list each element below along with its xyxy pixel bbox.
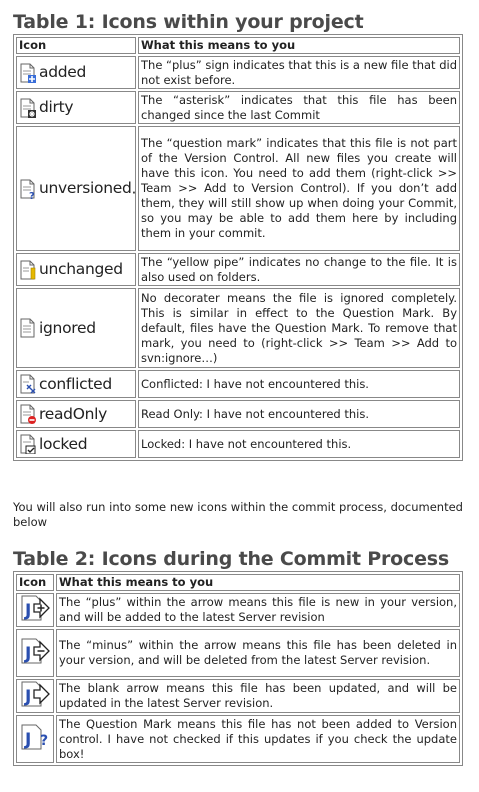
icon-cell: [16, 370, 136, 398]
file-state-label: readOnly: [39, 404, 108, 423]
file-state-label: locked: [39, 434, 88, 453]
file-state-label: added: [39, 63, 87, 81]
svg-text:?: ?: [29, 190, 35, 199]
svg-text:J: J: [25, 687, 32, 707]
icon-cell: [16, 56, 136, 89]
row-description: The “plus” within the arrow means this file is new in your version, and will be added to the latest Server revision: [56, 593, 460, 627]
file-dirty-icon: [19, 98, 37, 118]
table-row: [16, 715, 460, 763]
table-row: [16, 593, 460, 627]
file-ignored-icon: [19, 318, 37, 338]
row-description: Conflicted: I have not encountered this.: [138, 370, 460, 398]
file-state-label: unversioned: [39, 179, 132, 197]
table1: [13, 34, 463, 461]
icon-cell: [16, 679, 54, 713]
table1-header-row: [16, 37, 460, 54]
table-row: [16, 126, 460, 251]
row-description: No decorater means the file is ignored completely. This is similar in effect to the Question Mark. By default, files have the Question Mark. To remove that mark, you need to (right-click >> Team >> Add to svn:ignore…): [138, 288, 460, 368]
row-description: Read Only: I have not encountered this.: [138, 400, 460, 428]
icon-cell: [16, 288, 136, 368]
icon-cell: [16, 593, 54, 627]
table-row: [16, 288, 460, 368]
icon-cell: [16, 400, 136, 428]
intro-note: You will also run into some new icons within the commit process, documented below: [13, 500, 463, 529]
commit-blank-icon: [19, 680, 51, 708]
svg-text:J: J: [25, 601, 32, 621]
table-row: [16, 253, 460, 286]
file-locked-icon: [19, 434, 37, 454]
table-row: [16, 370, 460, 398]
table1-title: Table 1: Icons within your project: [13, 11, 364, 33]
svg-text:J: J: [25, 644, 32, 664]
table-row: [16, 629, 460, 677]
table2-title: Table 2: Icons during the Commit Process: [13, 548, 449, 570]
table1-header-meaning: What this means to you: [138, 37, 460, 54]
file-state-label: unchanged: [39, 260, 123, 278]
table-row: [16, 679, 460, 713]
table-row: [16, 400, 460, 428]
file-state-label: dirty: [39, 98, 74, 116]
file-unchanged-icon: [19, 260, 37, 280]
row-description: The Question Mark means this file has not been added to Version control. I have not checked if this updates if you check the update box!: [56, 715, 460, 763]
table1-header-icon: Icon: [16, 37, 136, 54]
row-description: The “minus” within the arrow means this file has been deleted in your version, and will be deleted from the latest Server revision.: [56, 629, 460, 677]
file-unversioned-icon: [19, 179, 37, 199]
commit-plus-icon: [19, 594, 51, 622]
table-row: [16, 56, 460, 89]
file-state-label: conflicted: [39, 374, 112, 393]
table-row: [16, 430, 460, 458]
icon-cell: [16, 253, 136, 286]
row-description: Locked: I have not encountered this.: [138, 430, 460, 458]
icon-cell: [16, 715, 54, 763]
file-conflicted-icon: [19, 374, 37, 394]
table2-header-row: [16, 574, 460, 591]
table-row: [16, 91, 460, 124]
file-readonly-icon: [19, 404, 37, 424]
table2-header-icon: Icon: [16, 574, 54, 591]
svg-text:J: J: [25, 730, 32, 750]
table2: [13, 571, 463, 766]
file-added-icon: [19, 63, 37, 83]
commit-minus-icon: [19, 637, 51, 665]
icon-cell: [16, 629, 54, 677]
row-description: The “asterisk” indicates that this file has been changed since the last Commit: [138, 91, 460, 124]
row-description: The blank arrow means this file has been updated, and will be updated in the latest Server revision.: [56, 679, 460, 713]
row-description: The “plus” sign indicates that this is a new file that did not exist before.: [138, 56, 460, 89]
table2-header-meaning: What this means to you: [56, 574, 460, 591]
row-description: The “question mark” indicates that this file is not part of the Version Control. All new files you create will have this icon. You need to add them (right-click >> Team >> Add to Version Control). If you don’t add them, they will still show up when doing your Commit, so you may be able to add them here by including them in your commit.: [138, 126, 460, 251]
svg-text:?: ?: [40, 733, 49, 749]
row-description: The “yellow pipe” indicates no change to the file. It is also used on folders.: [138, 253, 460, 286]
icon-cell: [16, 430, 136, 458]
commit-question-icon: [19, 723, 51, 751]
icon-cell: ? unversioned.: [16, 126, 136, 251]
icon-cell: [16, 91, 136, 124]
file-state-label: ignored: [39, 318, 96, 337]
